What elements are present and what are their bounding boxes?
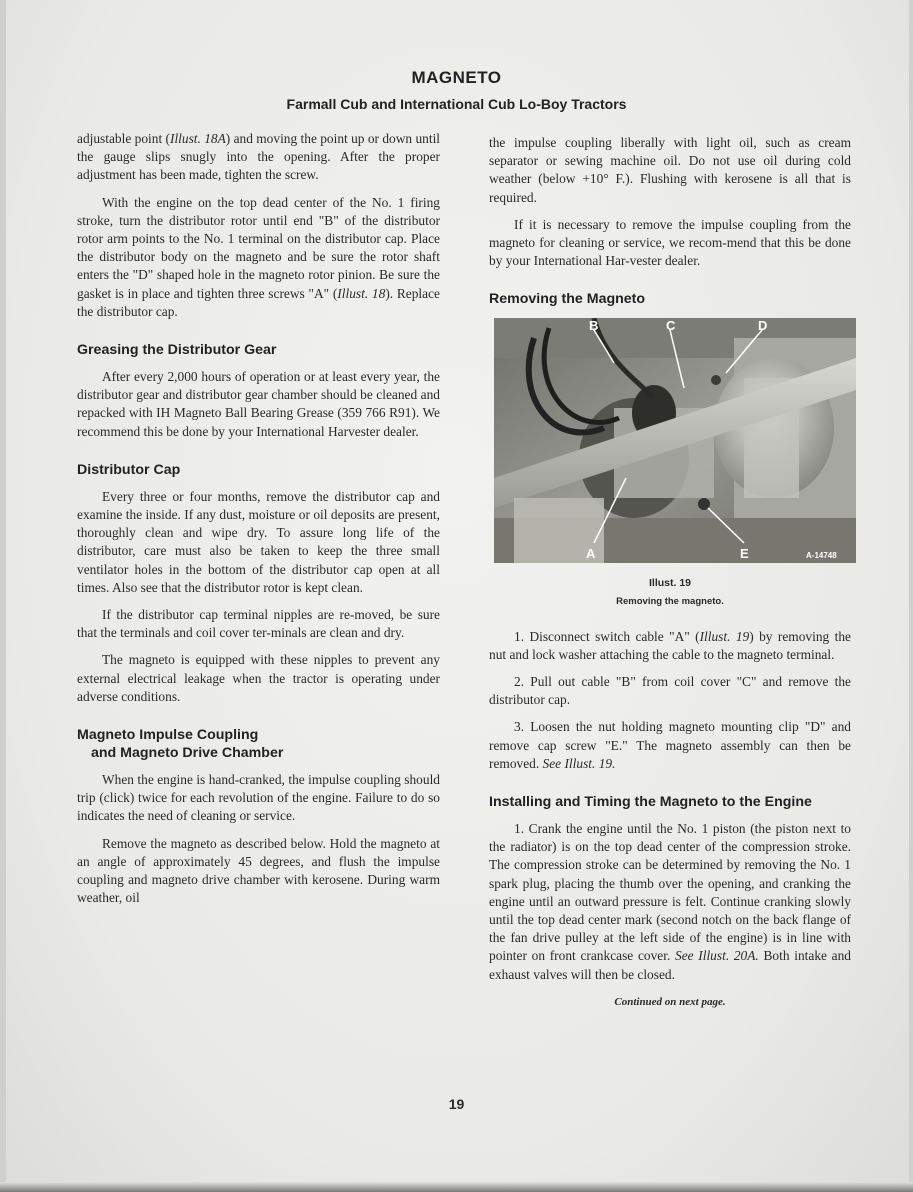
illustration-reference: Illust. 18 [337, 285, 386, 301]
page-bottom-edge [0, 1182, 913, 1192]
illustration-reference: Illust. 18A [169, 131, 226, 146]
figure-caption: Illust. 19 [648, 577, 691, 590]
page-title: MAGNETO [411, 68, 502, 87]
page-subtitle: Farmall Cub and International Cub Lo-Boy Tractors [286, 96, 627, 112]
illustration-reference: See Illust. 19. [542, 755, 616, 771]
right-column [489, 134, 851, 1011]
paragraph: The magneto is equipped with these nipples to prevent any external electrical leakage when the tractor is operating under adverse conditions. [77, 652, 440, 704]
magneto-photo [494, 318, 856, 563]
paragraph: Every three or four months, remove the distributor cap and examine the inside. If any dust, moisture or oil deposits are present, thoroughly clean and wipe dry. To assure long life of the distributor, care must also be taken to keep the three small ventilator holes in the bottom of the distributor cap open at all times. Also see that the distributor rotor is kept clean. [77, 488, 440, 595]
step-item: 3. Loosen the nut holding magneto mounting clip "D" and remove cap screw "E." The magneto assembly can then be removed. See Illust. 19. [489, 719, 851, 771]
step-item: 1. Disconnect switch cable "A" (Illust. 19) by removing the nut and lock washer attaching the cable to the magneto terminal. [489, 628, 851, 662]
label-d: D [758, 318, 768, 334]
page-right-edge [909, 0, 913, 1192]
left-column [77, 130, 440, 917]
paragraph: After every 2,000 hours of operation or at least every year, the distributor gear and distributor gear chamber should be cleaned and repacked with IH Magneto Ball Bearing Grease (359 766 R91). We recommend this be done by your International Harvester dealer. [77, 369, 440, 439]
illustration-reference: Illust. 19 [699, 628, 750, 644]
section-heading-removing-magneto: Removing the Magneto [489, 291, 646, 308]
photo-code: A-14748 [806, 551, 837, 561]
paragraph: Remove the magneto as described below. Hold the magneto at an angle of approximately 45 degrees, and flush the impulse coupling and magneto drive chamber with kerosene. During warm weather, oil [77, 835, 440, 906]
paragraph: adjustable point (Illust. 18A) and moving the point up or down until the gauge slips snugly into the opening. After the proper adjustment has been made, tighten the screw. [77, 131, 441, 183]
removal-steps [489, 628, 851, 773]
page-gutter [0, 0, 6, 1192]
label-c: C [666, 318, 676, 334]
paragraph: If it is necessary to remove the impulse coupling from the magneto for cleaning or service, we recom-mend that this be done by your International Har-vester dealer. [489, 216, 851, 269]
section-heading-distributor-cap: Distributor Cap [77, 461, 181, 478]
paragraph: the impulse coupling liberally with light oil, such as cream separator or sewing machine oil. Do not use oil during cold weather (below +10° F.). Flushing with kerosene is all that is required. [489, 135, 851, 205]
section-heading-impulse-coupling: Magneto Impulse Coupling and Magneto Drive Chamber [77, 727, 284, 762]
section-heading-greasing: Greasing the Distributor Gear [77, 342, 277, 359]
figure-subcaption: Removing the magneto. [616, 596, 724, 608]
magneto-photo-graphic [494, 318, 856, 563]
paragraph: When the engine is hand-cranked, the impulse coupling should trip (click) twice for each revolution of the engine. Failure to do so indicates the need of cleaning or service. [77, 772, 440, 824]
step-item: 2. Pull out cable "B" from coil cover "C" and remove the distributor cap. [489, 674, 851, 708]
paragraph: If the distributor cap terminal nipples are re-moved, be sure that the terminals and coil cover ter-minals are clean and dry. [77, 607, 440, 641]
label-a: A [586, 546, 596, 562]
page-number: 19 [448, 1096, 465, 1112]
illustration-reference: See Illust. 20A. [675, 948, 759, 964]
section-heading-installing-timing: Installing and Timing the Magneto to the Engine [489, 794, 812, 811]
step-item: 1. Crank the engine until the No. 1 piston (the piston next to the radiator) is on the top dead center of the compression stroke. The compression stroke can be determined by removing the No. 1 spark plug, placing the thumb over the opening, and cranking the engine until an outward pressure is felt. Continue cranking slowly until the top dead center mark (second notch on the back flange of the fan drive pulley at the left side of the engine) is in line with pointer on front crankcase cover. See Illust. 20A. Both intake and exhaust valves will then be closed. [489, 821, 852, 982]
paragraph: With the engine on the top dead center of the No. 1 firing stroke, turn the distributor rotor until end "B" of the distributor rotor arm points to the No. 1 terminal on the distributor cap. Place the distributor body on the magneto and be sure the rotor shaft enters the "D" shaped hole in the magneto rotor pinion. Be sure the gasket is in place and tighten three screws "A" (Illust. 18). Replace the distributor cap. [77, 194, 440, 319]
label-b: B [589, 318, 599, 334]
continued-note: Continued on next page. [614, 995, 726, 1008]
label-e: E [740, 546, 749, 562]
